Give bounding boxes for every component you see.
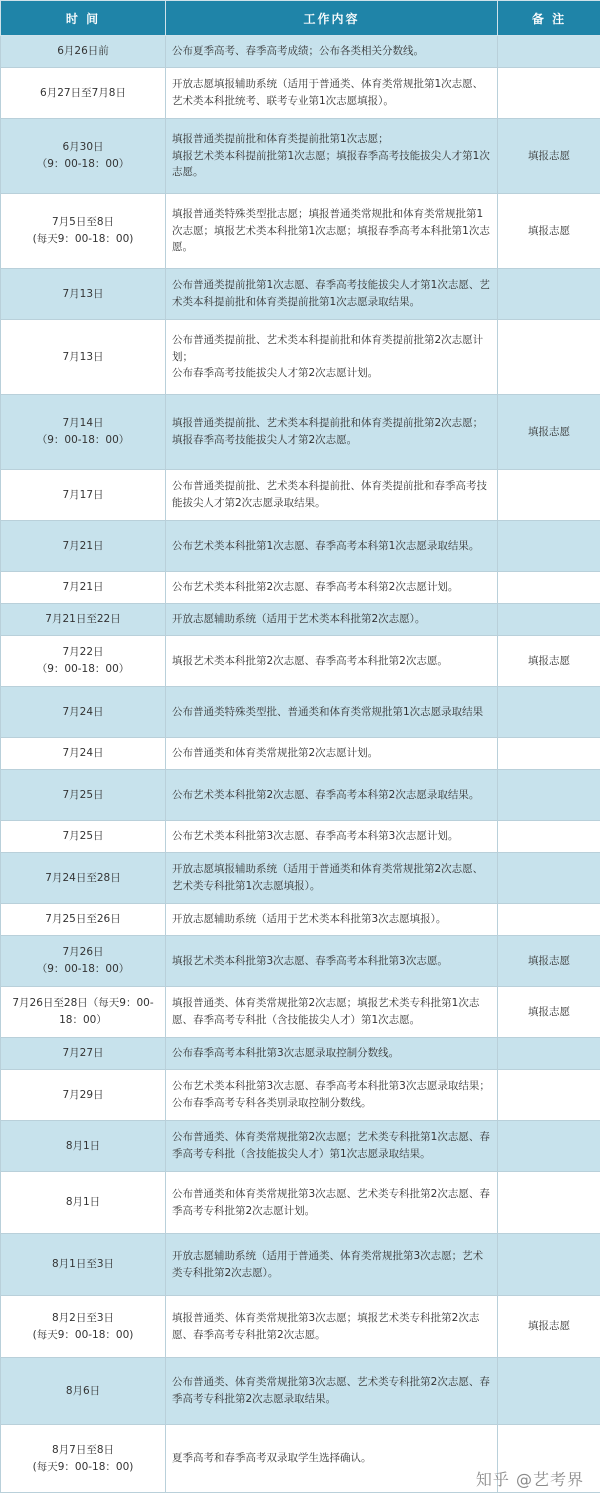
note-cell	[498, 1121, 600, 1172]
date-line: 7月25日	[62, 788, 104, 801]
content-cell	[166, 604, 498, 636]
date-cell	[1, 194, 166, 269]
table-row	[1, 521, 600, 572]
table-row	[1, 936, 600, 987]
table-row	[1, 572, 600, 604]
date-line: 7月26日	[62, 946, 104, 959]
content-cell	[166, 738, 498, 770]
content-line: 开放志愿填报辅助系统（适用于普通类、体育类常规批第1次志愿、艺术类本科批统考、联考专业第1次志愿填报）。	[172, 78, 484, 107]
table-row	[1, 1172, 600, 1234]
content-cell	[166, 1425, 498, 1493]
date-cell	[1, 936, 166, 987]
content-line: 填报艺术类本科批第3次志愿、春季高考本科批第3次志愿。	[172, 954, 448, 967]
date-cell	[1, 572, 166, 604]
note-cell	[498, 738, 600, 770]
date-line: 7月22日	[62, 646, 104, 659]
content-line: 填报春季高考技能拔尖人才第2次志愿。	[172, 434, 358, 446]
date-line: 7月24日至28日	[45, 871, 121, 884]
note-cell	[498, 604, 600, 636]
table-row	[1, 1121, 600, 1172]
note-cell: 填报志愿	[498, 936, 600, 987]
content-line: 公布春季高考本科批第3次志愿录取控制分数线。	[172, 1047, 400, 1060]
content-cell	[166, 521, 498, 572]
content-line: 公布普通类和体育类常规批第3次志愿、艺术类专科批第2次志愿、春季高考专科批第2次志愿计划。	[172, 1187, 490, 1217]
content-cell	[166, 1234, 498, 1296]
table-row	[1, 1234, 600, 1296]
date-line: (每天9：00-18：00)	[32, 1460, 134, 1473]
content-line: 公布普通类提前批第1次志愿、春季高考技能拔尖人才第1次志愿、艺术类本科提前批和体育类提前批第1次志愿录取结果。	[172, 279, 490, 308]
note-cell: 填报志愿	[498, 1296, 600, 1358]
date-cell	[1, 1234, 166, 1296]
content-line: 公布艺术类本科批第2次志愿、春季高考本科第2次志愿计划。	[172, 581, 459, 594]
date-cell	[1, 738, 166, 770]
date-cell	[1, 987, 166, 1038]
date-cell	[1, 853, 166, 904]
date-line: 7月13日	[62, 350, 104, 363]
note-cell	[498, 521, 600, 572]
content-cell	[166, 1121, 498, 1172]
date-line: （9：00-18：00）	[36, 434, 130, 446]
content-line: 公布艺术类本科批第3次志愿、春季高考本科第3次志愿计划。	[172, 830, 459, 843]
header-note: 备 注	[498, 1, 600, 36]
content-cell	[166, 936, 498, 987]
note-cell	[498, 269, 600, 320]
date-cell	[1, 636, 166, 687]
date-line: 6月26日前	[57, 45, 109, 58]
date-line: （9：00-18：00）	[36, 158, 130, 170]
content-cell	[166, 821, 498, 853]
date-cell	[1, 395, 166, 470]
date-line: 7月24日	[62, 747, 104, 760]
content-line: 填报普通类特殊类型批志愿；填报普通类常规批和体育类常规批第1次志愿；填报艺术类本科批第1次志愿；填报春季高考本科批第1次志愿。	[172, 207, 490, 254]
date-line: 7月14日	[62, 417, 104, 430]
date-line: 6月30日	[62, 141, 104, 154]
note-cell	[498, 687, 600, 738]
date-line: 7月17日	[62, 488, 104, 501]
table-row	[1, 853, 600, 904]
date-line: 7月21日至22日	[45, 613, 121, 626]
date-line: (每天9：00-18：00)	[32, 233, 134, 245]
content-line: 公布普通类、体育类常规批第3次志愿、艺术类专科批第2次志愿、春季高考专科批第2次志愿录取结果。	[172, 1376, 490, 1405]
content-line: 公布艺术类本科批第2次志愿、春季高考本科第2次志愿录取结果。	[172, 788, 480, 801]
note-cell	[498, 904, 600, 936]
note-cell	[498, 470, 600, 521]
date-cell	[1, 604, 166, 636]
content-cell	[166, 36, 498, 68]
date-cell	[1, 1121, 166, 1172]
date-line: 7月5日至8日	[51, 216, 115, 229]
content-cell	[166, 853, 498, 904]
date-line: 7月21日	[62, 539, 104, 552]
content-cell	[166, 1038, 498, 1070]
date-cell	[1, 1038, 166, 1070]
date-cell	[1, 1296, 166, 1358]
watermark: 知乎 @艺考界	[475, 1470, 584, 1489]
content-line: 开放志愿辅助系统（适用于艺术类本科批第2次志愿）。	[172, 613, 426, 626]
table-row	[1, 738, 600, 770]
date-line: 7月29日	[62, 1088, 104, 1101]
date-cell	[1, 770, 166, 821]
table-body	[1, 36, 600, 1493]
note-cell: 填报志愿	[498, 987, 600, 1038]
note-cell	[498, 1038, 600, 1070]
date-cell	[1, 1172, 166, 1234]
content-cell	[166, 1358, 498, 1425]
table-row	[1, 119, 600, 194]
note-cell: 填报志愿	[498, 395, 600, 470]
date-line: 7月25日至26日	[45, 913, 121, 926]
content-line: 公布普通类提前批、艺术类本科提前批、体育类提前批和春季高考技能拔尖人才第2次志愿录取结果。	[172, 480, 487, 509]
date-line: 7月27日	[62, 1047, 104, 1060]
table-row	[1, 470, 600, 521]
date-cell	[1, 821, 166, 853]
content-cell	[166, 1172, 498, 1234]
table-row	[1, 687, 600, 738]
table-row	[1, 636, 600, 687]
content-cell	[166, 987, 498, 1038]
content-cell	[166, 770, 498, 821]
table-row	[1, 1070, 600, 1121]
date-cell	[1, 119, 166, 194]
content-line: 填报普通类提前批和体育类提前批第1次志愿；	[172, 132, 389, 145]
date-line: 7月24日	[62, 705, 104, 718]
header-content: 工作内容	[166, 1, 498, 36]
date-line: 8月2日至3日	[51, 1311, 115, 1324]
table-row	[1, 194, 600, 269]
content-line: 填报艺术类本科提前批第1次志愿；填报春季高考技能拔尖人才第1次志愿。	[172, 149, 490, 179]
date-cell	[1, 320, 166, 395]
date-line: 7月13日	[62, 287, 104, 300]
table-row	[1, 604, 600, 636]
table-row	[1, 821, 600, 853]
note-cell	[498, 821, 600, 853]
content-cell	[166, 194, 498, 269]
table-row	[1, 987, 600, 1038]
date-line: 8月6日	[65, 1384, 101, 1397]
content-cell	[166, 470, 498, 521]
note-cell: 填报志愿	[498, 119, 600, 194]
note-cell	[498, 68, 600, 119]
date-cell	[1, 68, 166, 119]
date-line: 8月1日至3日	[51, 1258, 115, 1271]
content-cell	[166, 687, 498, 738]
content-cell	[166, 904, 498, 936]
date-line: 7月21日	[62, 581, 104, 594]
note-cell: 填报志愿	[498, 636, 600, 687]
content-line: 公布普通类、体育类常规批第2次志愿；艺术类专科批第1次志愿、春季高考专科批（含技能拔尖人才）第1次志愿录取结果。	[172, 1131, 490, 1160]
content-line: 开放志愿辅助系统（适用于艺术类本科批第3次志愿填报）。	[172, 913, 447, 926]
content-line: 公布夏季高考、春季高考成绩；公布各类相关分数线。	[172, 45, 424, 58]
date-line: 8月7日至8日	[51, 1443, 115, 1456]
date-cell	[1, 470, 166, 521]
note-cell: 填报志愿	[498, 194, 600, 269]
content-cell	[166, 395, 498, 470]
date-cell	[1, 904, 166, 936]
note-cell	[498, 572, 600, 604]
date-cell	[1, 1425, 166, 1493]
content-line: 公布普通类特殊类型批、普通类和体育类常规批第1次志愿录取结果	[172, 705, 484, 718]
content-line: 公布春季高考技能拔尖人才第2次志愿计划。	[172, 367, 379, 380]
date-line: 7月26日至28日（每天9：00-18：00）	[12, 997, 154, 1026]
date-cell	[1, 36, 166, 68]
content-line: 公布普通类和体育类常规批第2次志愿计划。	[172, 747, 379, 760]
content-line: 填报普通类提前批、艺术类本科提前批和体育类提前批第2次志愿；	[172, 417, 484, 430]
content-line: 填报普通类、体育类常规批第3次志愿；填报艺术类专科批第2次志愿、春季高考专科批第2次志愿。	[172, 1311, 480, 1341]
date-cell	[1, 269, 166, 320]
note-cell	[498, 770, 600, 821]
content-line: 填报艺术类本科批第2次志愿、春季高考本科批第2次志愿。	[172, 654, 448, 667]
content-cell	[166, 1070, 498, 1121]
content-cell	[166, 119, 498, 194]
content-cell	[166, 269, 498, 320]
note-cell	[498, 36, 600, 68]
content-line: 公布艺术类本科批第3次志愿、春季高考本科批第3次志愿录取结果；公布春季高考专科各类别录取控制分数线。	[172, 1080, 490, 1109]
date-cell	[1, 687, 166, 738]
content-line: 公布普通类提前批、艺术类本科提前批和体育类提前批第2次志愿计划；	[172, 333, 484, 363]
note-cell	[498, 1070, 600, 1121]
date-line: （9：00-18：00）	[36, 963, 130, 975]
date-line: 8月1日	[65, 1139, 101, 1152]
table-row	[1, 1038, 600, 1070]
date-cell	[1, 1358, 166, 1425]
content-line: 填报普通类、体育类常规批第2次志愿；填报艺术类专科批第1次志愿、春季高考专科批（含技能拔尖人才）第1次志愿。	[172, 997, 480, 1026]
date-cell	[1, 521, 166, 572]
content-line: 公布艺术类本科批第1次志愿、春季高考本科第1次志愿录取结果。	[172, 539, 480, 552]
table-row	[1, 395, 600, 470]
table-row	[1, 320, 600, 395]
date-line: 6月27日至7月8日	[40, 86, 126, 99]
date-line: （9：00-18：00）	[36, 663, 130, 675]
table-row	[1, 1358, 600, 1425]
table-row	[1, 770, 600, 821]
date-line: (每天9：00-18：00)	[32, 1328, 134, 1341]
table-row	[1, 36, 600, 68]
date-cell	[1, 1070, 166, 1121]
note-cell	[498, 1234, 600, 1296]
table-row	[1, 269, 600, 320]
date-line: 8月1日	[65, 1196, 101, 1209]
table-row	[1, 68, 600, 119]
content-cell	[166, 572, 498, 604]
content-cell	[166, 68, 498, 119]
content-cell	[166, 1296, 498, 1358]
note-cell	[498, 320, 600, 395]
content-line: 开放志愿填报辅助系统（适用于普通类和体育类常规批第2次志愿、艺术类专科批第1次志愿填报）。	[172, 863, 484, 892]
note-cell	[498, 853, 600, 904]
content-line: 夏季高考和春季高考双录取学生选择确认。	[172, 1452, 372, 1465]
table-header-row	[1, 1, 600, 36]
content-cell	[166, 320, 498, 395]
content-line: 开放志愿辅助系统（适用于普通类、体育类常规批第3次志愿；艺术类专科批第2次志愿）。	[172, 1249, 484, 1279]
note-cell	[498, 1172, 600, 1234]
note-cell	[498, 1358, 600, 1425]
table-row	[1, 1296, 600, 1358]
header-time: 时 间	[1, 1, 166, 36]
date-line: 7月25日	[62, 830, 104, 843]
content-cell	[166, 636, 498, 687]
table-row	[1, 904, 600, 936]
